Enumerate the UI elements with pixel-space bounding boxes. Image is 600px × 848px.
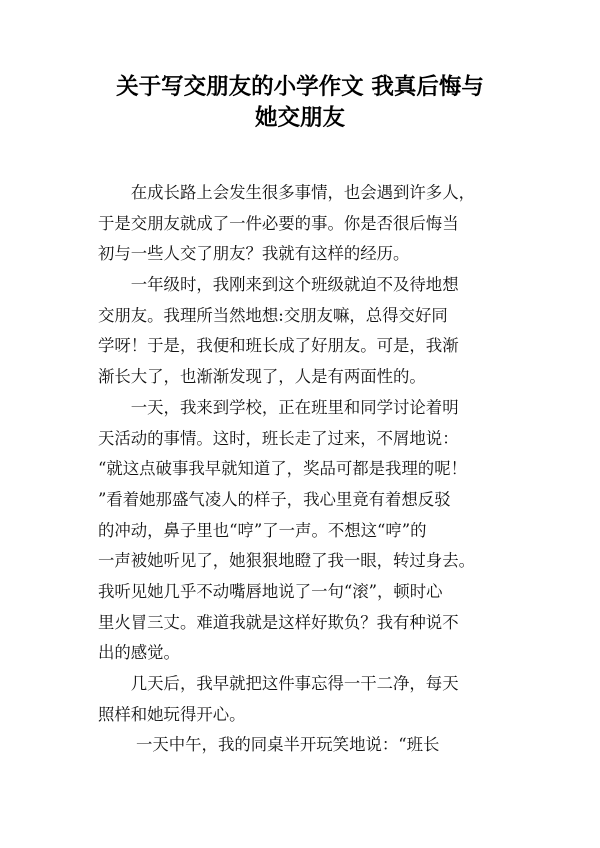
text-line: 里火冒三丈。难道我就是这样好欺负？我有种说不 [98,612,459,632]
text-line: 一天，我来到学校，正在班里和同学讨论着明 [98,397,459,417]
text-line: 于是交朋友就成了一件必要的事。你是否很后悔当 [98,213,459,233]
text-line: 学呀！于是，我便和班长成了好朋友。可是，我渐 [98,336,459,356]
text-line: 初与一些人交了朋友？我就有这样的经历。 [98,244,410,264]
title-line-2: 她交朋友 [254,105,345,131]
text-line: 我听见她几乎不动嘴唇地说了一句“滚”，顿时心 [98,581,443,601]
text-line: 一声被她听见了，她狠狠地瞪了我一眼，转过身去。 [98,551,475,571]
text-line: 在成长路上会发生很多事情，也会遇到许多人， [98,183,475,202]
text-line: 几天后，我早就把这件事忘得一干二净，每天 [98,674,459,693]
text-line: 交朋友。我理所当然地想:交朋友嘛，总得交好同 [98,305,448,325]
text-line: 的冲动，鼻子里也“哼”了一声。不想这“哼”的 [98,520,427,540]
document-title [90,72,510,134]
text-line: 渐长大了，也渐渐发现了，人是有两面性的。 [98,367,426,387]
document-body [98,178,508,761]
text-line: “就这点破事我早就知道了，奖品可都是我理的呢！ [98,459,467,479]
title-line-1: 关于写交朋友的小学作文 我真后悔与 [116,74,484,100]
text-line: 一年级时，我刚来到这个班级就迫不及待地想 [98,275,459,295]
text-line: 天活动的事情。这时，班长走了过来，不屑地说： [98,428,459,448]
text-line: ”看着她那盛气凌人的样子，我心里竟有着想反驳 [98,489,451,509]
text-line: 出的感觉。 [98,643,180,663]
text-line: 一天中午，我的同桌半开玩笑地说：“班长 [98,735,440,755]
text-line: 照样和她玩得开心。 [98,704,246,724]
